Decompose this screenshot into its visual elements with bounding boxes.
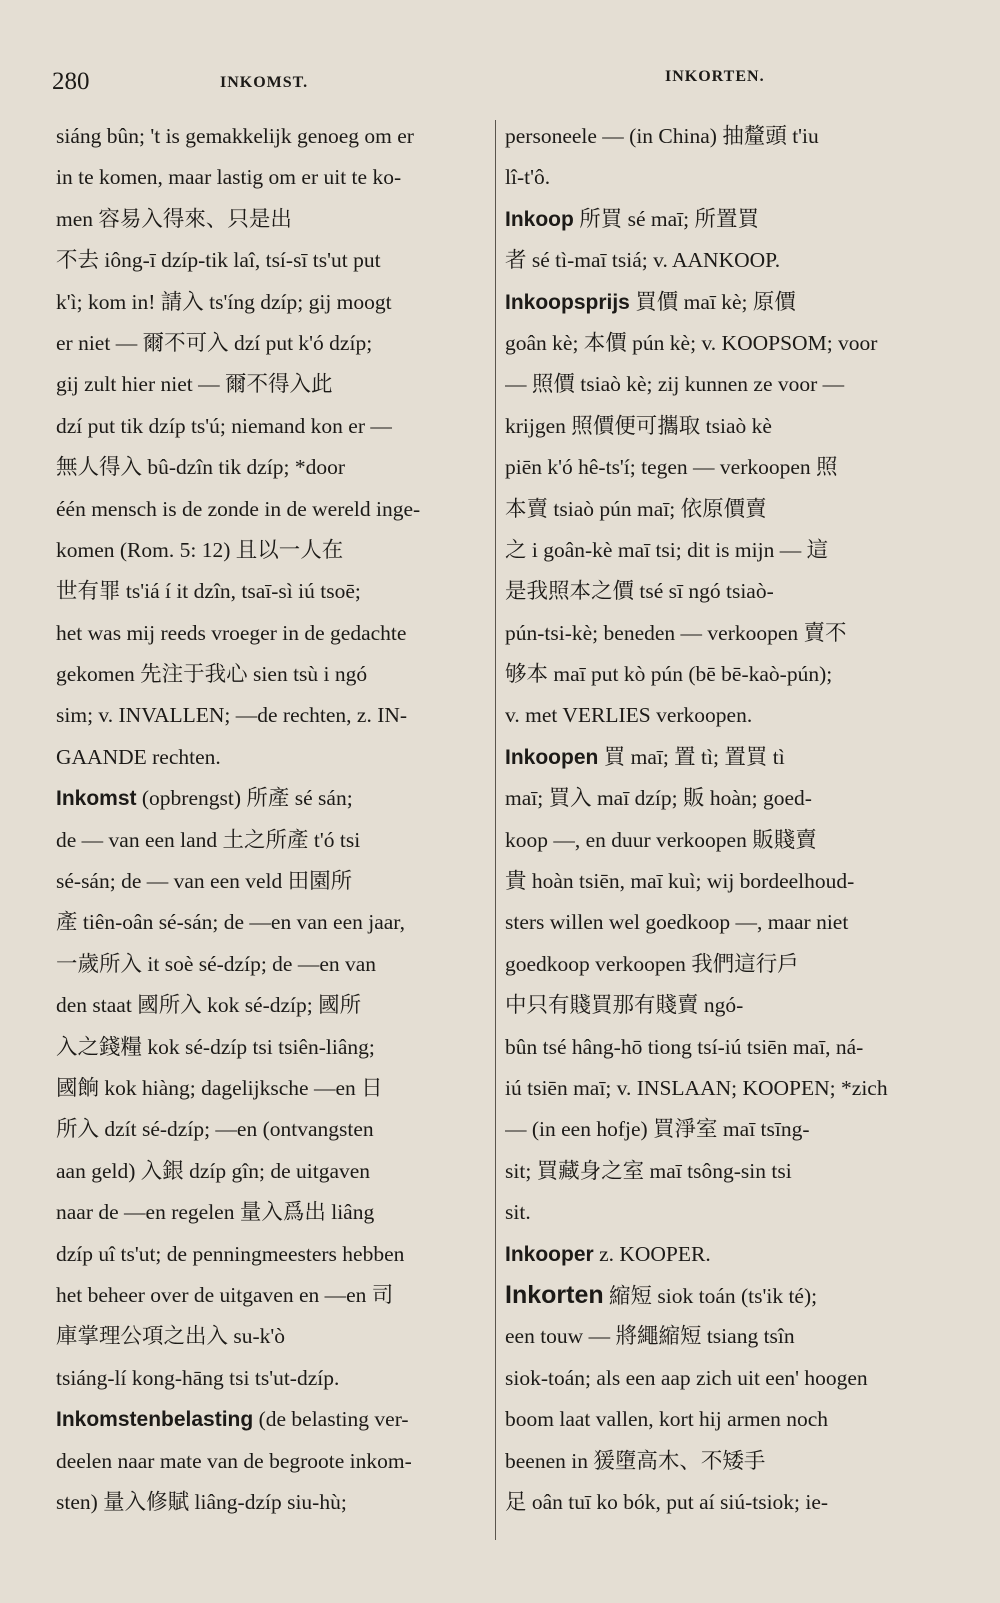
- text-line: 中只有賤買那有賤賣 ngó-: [505, 993, 744, 1018]
- text-line: Inkomst (opbrengst) 所產 sé sán;: [56, 786, 353, 811]
- text-line: naar de —en regelen 量入爲出 liâng: [56, 1200, 375, 1225]
- text-line: — 照價 tsiaò kè; zij kunnen ze voor —: [505, 372, 845, 397]
- text-line: 產 tiên-oân sé-sán; de —en van een jaar,: [56, 910, 405, 935]
- text-line: v. met VERLIES verkoopen.: [505, 703, 753, 728]
- text-line: gekomen 先注于我心 sien tsù i ngó: [56, 662, 368, 687]
- page-header: [0, 68, 1000, 108]
- text-line: aan geld) 入銀 dzíp gîn; de uitgaven: [56, 1158, 371, 1183]
- text-line: dzí put tik dzíp ts'ú; niemand kon er —: [56, 413, 392, 438]
- headword: Inkoop: [505, 207, 574, 231]
- text-line: personeele — (in China) 抽釐頭 t'iu: [505, 124, 819, 148]
- text-line: 本賣 tsiaò pún maī; 依原價賣: [505, 496, 767, 521]
- text-line: goân kè; 本價 pún kè; v. KOOPSOM; voor: [505, 330, 878, 355]
- text-line: den staat 國所入 kok sé-dzíp; 國所: [56, 993, 362, 1018]
- right-running-head: INKORTEN.: [665, 68, 765, 85]
- headword: Inkomst: [56, 787, 137, 811]
- text-line: maī; 買入 maī dzíp; 販 hoàn; goed-: [505, 786, 812, 811]
- text-line: piēn k'ó hê-ts'í; tegen — verkoopen 照: [505, 455, 838, 480]
- headword: Inkomstenbelasting: [56, 1408, 254, 1432]
- text-line: GAANDE rechten.: [56, 744, 221, 769]
- text-line: pún-tsi-kè; beneden — verkoopen 賣不: [505, 620, 847, 645]
- text-line: het beheer over de uitgaven en —en 司: [56, 1282, 394, 1307]
- text-line: iú tsiēn maī; v. INSLAAN; KOOPEN; *zich: [505, 1075, 888, 1100]
- text-line: 庫掌理公項之出入 su-k'ò: [56, 1324, 286, 1349]
- text-line: 貴 hoàn tsiēn, maī kuì; wij bordeelhoud-: [505, 869, 855, 894]
- text-line: 是我照本之價 tsé sī ngó tsiaò-: [505, 579, 774, 604]
- text-line: 無人得入 bû-dzîn tik dzíp; *door: [56, 455, 346, 480]
- page-number: 280: [52, 68, 90, 95]
- text-line: — (in een hofje) 買淨室 maī tsīng-: [505, 1117, 810, 1142]
- headword: Inkoopsprijs: [505, 290, 630, 314]
- headword: Inkooper: [505, 1242, 594, 1266]
- text-line: Inkorten 縮短 siok toán (ts'ik té);: [505, 1280, 818, 1309]
- text-line: 世有罪 ts'iá í it dzîn, tsaī-sì iú tsoē;: [56, 579, 361, 604]
- text-line: beenen in 猨墮高木、不矮手: [505, 1448, 766, 1473]
- text-line: men 容易入得來、只是出: [56, 206, 292, 231]
- text-line: Inkoop 所買 sé maī; 所置買: [505, 206, 759, 231]
- text-line: een touw — 將繩縮短 tsiang tsîn: [505, 1324, 795, 1349]
- column-divider: [495, 120, 496, 1540]
- text-line: krijgen 照價便可攜取 tsiaò kè: [505, 413, 772, 438]
- text-line: 之 i goân-kè maī tsi; dit is mijn — 這: [505, 537, 829, 562]
- text-line: één mensch is de zonde in de wereld inge-: [56, 496, 421, 521]
- text-line: koop —, en duur verkoopen 販賤賣: [505, 827, 817, 852]
- text-line: siáng bûn; 't is gemakkelijk genoeg om er: [56, 124, 414, 148]
- left-running-head: INKOMST.: [220, 74, 309, 91]
- text-line: sit; 買藏身之室 maī tsông-sin tsi: [505, 1158, 792, 1183]
- text-line: sit.: [505, 1200, 531, 1225]
- left-column: [56, 116, 480, 1523]
- headword: Inkorten: [505, 1280, 604, 1309]
- text-line: het was mij reeds vroeger in de gedachte: [56, 620, 407, 645]
- text-line: boom laat vallen, kort hij armen noch: [505, 1407, 829, 1432]
- text-line: Inkomstenbelasting (de belasting ver-: [56, 1407, 409, 1432]
- text-line: sten) 量入修賦 liâng-dzíp siu-hù;: [56, 1489, 347, 1514]
- text-line: Inkoopsprijs 買價 maī kè; 原價: [505, 289, 796, 314]
- text-line: lî-t'ô.: [505, 165, 551, 190]
- text-line: 者 sé tì-maī tsiá; v. AANKOOP.: [505, 248, 781, 273]
- text-line: 國餉 kok hiàng; dagelijksche —en 日: [56, 1075, 383, 1100]
- text-line: de — van een land 土之所產 t'ó tsi: [56, 827, 361, 852]
- headword: Inkoopen: [505, 745, 599, 769]
- text-line: sters willen wel goedkoop —, maar niet: [505, 910, 849, 935]
- text-line: dzíp uî ts'ut; de penningmeesters hebben: [56, 1241, 405, 1266]
- text-line: in te komen, maar lastig om er uit te ko-: [56, 165, 402, 190]
- text-line: k'ì; kom in! 請入 ts'íng dzíp; gij moogt: [56, 289, 392, 314]
- text-line: 足 oân tuī ko bók, put aí siú-tsiok; ie-: [505, 1489, 829, 1514]
- right-column: [505, 116, 945, 1523]
- text-line: 够本 maī put kò pún (bē bē-kaò-pún);: [505, 662, 833, 687]
- text-line: 所入 dzít sé-dzíp; —en (ontvangsten: [56, 1117, 374, 1142]
- text-line: 不去 iông-ī dzíp-tik laî, tsí-sī ts'ut put: [56, 248, 381, 273]
- text-line: siok-toán; als een aap zich uit een' hoogen: [505, 1365, 868, 1390]
- text-line: goedkoop verkoopen 我們這行戶: [505, 951, 799, 976]
- text-line: tsiáng-lí kong-hāng tsi ts'ut-dzíp.: [56, 1365, 340, 1390]
- text-line: sé-sán; de — van een veld 田園所: [56, 869, 353, 894]
- text-line: gij zult hier niet — 爾不得入此: [56, 372, 333, 397]
- text-line: deelen naar mate van de begroote inkom-: [56, 1448, 412, 1473]
- text-line: 入之錢糧 kok sé-dzíp tsi tsiên-liâng;: [56, 1034, 375, 1059]
- text-line: 一歲所入 it soè sé-dzíp; de —en van: [56, 951, 377, 976]
- text-line: sim; v. INVALLEN; —de rechten, z. IN-: [56, 703, 408, 728]
- text-line: Inkoopen 買 maī; 置 tì; 置買 tì: [505, 744, 785, 769]
- text-line: komen (Rom. 5: 12) 且以一人在: [56, 537, 344, 562]
- text-line: Inkooper z. KOOPER.: [505, 1241, 711, 1266]
- text-line: er niet — 爾不可入 dzí put k'ó dzíp;: [56, 330, 373, 355]
- text-line: bûn tsé hâng-hō tiong tsí-iú tsiēn maī, ná-: [505, 1034, 864, 1059]
